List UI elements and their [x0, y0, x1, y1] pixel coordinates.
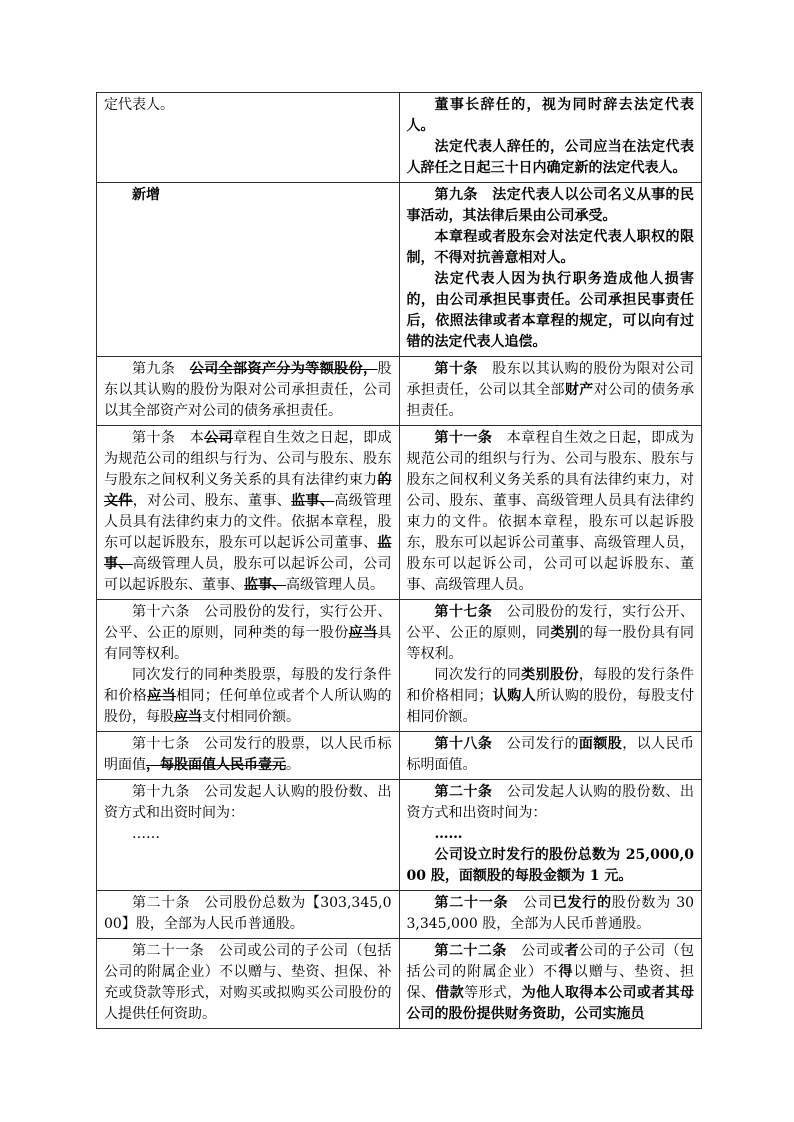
- text-run: ……: [132, 826, 160, 842]
- text-run: 公司或: [506, 943, 565, 959]
- text-run: 借款: [435, 985, 465, 1001]
- text-run: 第二十条 公司股份总数为【303,345,000】股，全部为人民币普通股。: [104, 895, 392, 932]
- paragraph: [104, 95, 392, 116]
- paragraph: [104, 428, 392, 596]
- text-run: 高级管理人员具有法律约束力的文件。依据本章程，股东可以起诉股东，股东可以起诉公司董事、: [104, 493, 392, 551]
- paragraph: [407, 665, 695, 728]
- paragraph: [104, 734, 392, 776]
- old-version-cell: [97, 891, 400, 939]
- old-version-cell: [97, 600, 400, 732]
- old-version-cell: [97, 939, 400, 1029]
- text-run: 应当: [348, 625, 378, 641]
- table-row: [97, 93, 702, 183]
- text-run: 定代表人。: [104, 97, 174, 113]
- table-row: [97, 600, 702, 732]
- text-run: 公司: [204, 430, 234, 446]
- paragraph: [407, 893, 695, 935]
- paragraph: [407, 137, 695, 179]
- text-run: 法定代表人辞任的，公司应当在法定代表人辞任之日起三十日内确定新的法定代表人。: [406, 139, 694, 176]
- text-run: 监事、: [244, 577, 286, 593]
- old-version-cell: [97, 732, 400, 780]
- text-run: 公司全部资产分为等额股份，: [189, 361, 378, 377]
- text-run: ，每股面值人民币壹元: [146, 757, 286, 773]
- text-run: 公司设立时发行的股份总数为 25,000,000 股，面额股的每股金额为 1 元。: [406, 847, 694, 884]
- table-row: [97, 891, 702, 939]
- new-version-cell: [399, 891, 702, 939]
- table-row: [97, 732, 702, 780]
- text-run: 认购人: [492, 688, 537, 704]
- text-run: ……: [434, 826, 463, 842]
- text-run: 第十六条 公司股份的发行，实行公开、公平、公正的原则，同种类的每一股份: [104, 604, 392, 641]
- text-run: 新增: [132, 187, 160, 203]
- old-version-cell: [97, 780, 400, 891]
- text-run: 者: [564, 943, 579, 959]
- text-run: 股东以其认购的股份为限对公司承担责任，公司以其全部: [406, 361, 695, 398]
- text-run: 董事长辞任的，视为同时辞去法定代表人。: [406, 97, 694, 134]
- text-run: ，每股的发行条件和价格相同；: [406, 667, 695, 704]
- text-run: 监事、: [291, 493, 335, 509]
- paragraph: [104, 602, 392, 665]
- paragraph: [407, 782, 695, 824]
- paragraph: [104, 782, 392, 824]
- text-run: 本章程自生效之日起，即成为规范公司的组织与行为、公司与股东、股东与股东之间权利义务关系的具有法律约束力，对公司、股东、董事、高级管理人员具有法律约束力的文件。依据本章程，股东可以起诉股东，股东可以起诉公司董事、高级管理人员，股东可以起诉公司，公司可以起诉股东、董事、高级管理人员。: [406, 430, 695, 593]
- table-row: [97, 426, 702, 600]
- new-version-cell: [399, 93, 702, 183]
- paragraph: [104, 893, 392, 935]
- text-run: 同次发行的同种类股票，每股的发行条件和价格: [104, 667, 392, 704]
- old-version-cell: [97, 183, 400, 357]
- paragraph: [407, 941, 695, 1025]
- text-run: 的文件: [104, 472, 392, 509]
- text-run: 第十条: [434, 361, 478, 377]
- text-run: ，以人民币标明面值。: [406, 736, 695, 773]
- text-run: 章程自生效之日起，即成为规范公司的组织与行为、公司与股东、股东与股东之间权利义务关系的具有法律约束力: [104, 430, 392, 488]
- text-run: 财产: [564, 382, 594, 398]
- paragraph: [407, 95, 695, 137]
- paragraph: [407, 428, 695, 596]
- text-run: 股份数为 303,345,000 股，全部为人民币普通股。: [406, 895, 695, 932]
- text-run: 应当: [174, 709, 202, 725]
- text-run: 第二十二条: [434, 943, 507, 959]
- text-run: 。: [286, 757, 300, 773]
- text-run: 已发行的: [552, 895, 612, 911]
- old-version-cell: [97, 357, 400, 426]
- text-run: 公司股份的发行，实行公开、公平、公正的原则，同: [406, 604, 695, 641]
- new-version-cell: [399, 939, 702, 1029]
- text-run: 公司发起人认购的股份数、出资方式和出资时间为：: [406, 784, 695, 821]
- text-run: 同次发行的同: [434, 667, 522, 683]
- text-run: 应当: [147, 688, 176, 704]
- text-run: 得: [558, 964, 574, 980]
- paragraph: [407, 269, 695, 353]
- text-run: 高级管理人员。: [286, 577, 384, 593]
- text-run: 以赠与、垫资、担保、: [406, 964, 695, 1001]
- text-run: 第二十一条 公司或公司的子公司（包括公司的附属企业）不以赠与、垫资、担保、补充或贷款等形式，对购买或拟购买公司股份的人提供任何资助。: [104, 943, 392, 1022]
- text-run: 公司的子公司（包括公司的附属企业）不: [406, 943, 695, 980]
- new-version-cell: [399, 780, 702, 891]
- text-run: 第九条: [132, 361, 190, 377]
- paragraph: [104, 359, 392, 422]
- text-run: 股东以其认购的股份为限对公司承担责任，公司以其全部资产对公司的债务承担责任。: [104, 361, 392, 419]
- text-run: 第十七条: [434, 604, 493, 620]
- text-run: 类别: [550, 625, 580, 641]
- text-run: 第十一条: [434, 430, 493, 446]
- paragraph: [407, 602, 695, 665]
- text-run: 类别股份: [521, 667, 579, 683]
- table-row: [97, 780, 702, 891]
- text-run: 第十条 本: [132, 430, 205, 446]
- text-run: 第十七条 公司发行的股票，以人民币标明面值: [104, 736, 392, 773]
- text-run: 第十九条 公司发起人认购的股份数、出资方式和出资时间为：: [104, 784, 392, 821]
- text-run: 具有同等权利。: [104, 625, 392, 662]
- new-version-cell: [399, 357, 702, 426]
- paragraph: [104, 665, 392, 728]
- paragraph: [407, 227, 695, 269]
- new-version-cell: [399, 426, 702, 600]
- text-run: 对公司的债务承担责任。: [406, 382, 695, 419]
- comparison-table-body: [97, 93, 702, 1029]
- text-run: 公司: [508, 895, 553, 911]
- paragraph: [104, 941, 392, 1025]
- table-row: [97, 183, 702, 357]
- text-run: 高级管理人员，股东可以起诉公司，公司可以起诉股东、董事、: [104, 556, 392, 593]
- new-version-cell: [399, 732, 702, 780]
- text-run: 为他人取得本公司或者其母公司的股份提供财务资助，公司实施员: [406, 985, 695, 1022]
- text-run: 的每一股份具有同等权利。: [406, 625, 695, 662]
- text-run: 第九条 法定代表人以公司名义从事的民事活动，其法律后果由公司承受。: [406, 187, 694, 224]
- paragraph: [407, 185, 695, 227]
- text-run: 所认购的股份，每股支付相同价额。: [406, 688, 695, 725]
- paragraph: [407, 824, 695, 845]
- old-version-cell: [97, 93, 400, 183]
- new-version-cell: [399, 600, 702, 732]
- text-run: 第十八条: [434, 736, 493, 752]
- paragraph: [104, 185, 392, 206]
- table-row: [97, 939, 702, 1029]
- paragraph: [407, 734, 695, 776]
- text-run: 支付相同价额。: [202, 709, 300, 725]
- text-run: 等形式，: [464, 985, 522, 1001]
- text-run: 本章程或者股东会对法定代表人职权的限制，不得对抗善意相对人。: [406, 229, 694, 266]
- text-run: 公司发行的: [492, 736, 579, 752]
- old-version-cell: [97, 426, 400, 600]
- comparison-table: [96, 92, 702, 1029]
- new-version-cell: [399, 183, 702, 357]
- text-run: 监事、: [104, 535, 392, 572]
- text-run: 第二十一条: [434, 895, 509, 911]
- paragraph: [104, 824, 392, 845]
- table-row: [97, 357, 702, 426]
- paragraph: [407, 359, 695, 422]
- text-run: 面额股: [578, 736, 623, 752]
- text-run: ，对公司、股东、董事、: [132, 493, 292, 509]
- text-run: 相同；任何单位或者个人所认购的股份，每股: [104, 688, 392, 725]
- paragraph: [407, 845, 695, 887]
- text-run: 法定代表人因为执行职务造成他人损害的，由公司承担民事责任。公司承担民事责任后，依照法律或者本章程的规定，可以向有过错的法定代表人追偿。: [406, 271, 694, 350]
- text-run: 第二十条: [434, 784, 493, 800]
